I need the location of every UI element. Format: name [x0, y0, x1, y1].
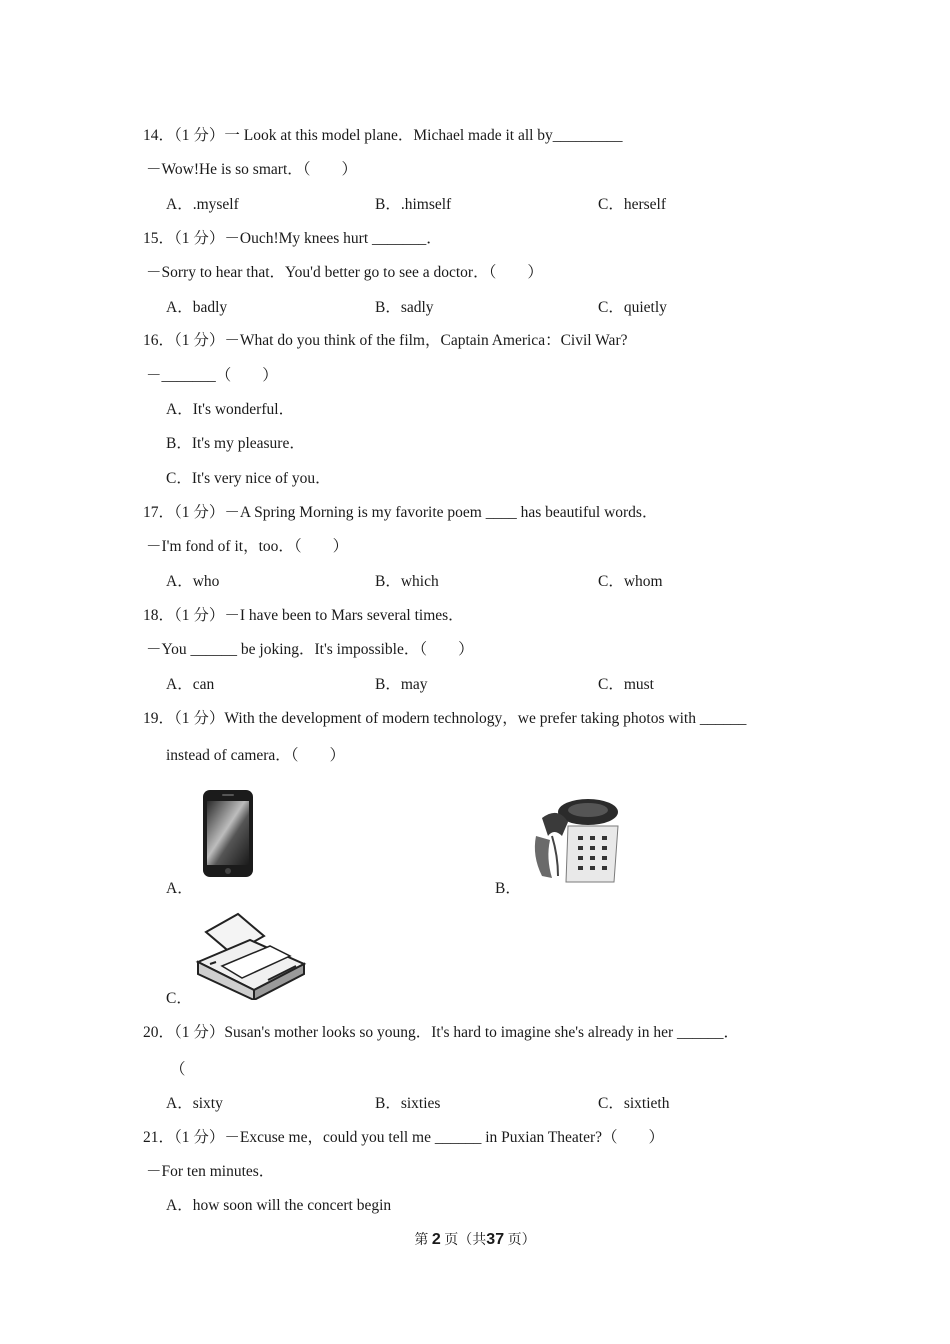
option-c[interactable]: C．whom	[598, 573, 663, 590]
question-14-reply: －Wow!He is so smart．（ ）	[146, 161, 357, 178]
footer-middle: 页（共	[444, 1233, 487, 1248]
telephone-image	[528, 796, 624, 884]
footer-prefix: 第	[414, 1233, 429, 1248]
question-19-stem: 19．（1 分）With the development of modern technology，we prefer taking photos with ______	[143, 710, 747, 727]
question-17-stem: 17．（1 分）－A Spring Morning is my favorite poem ____ has beautiful words．	[143, 504, 658, 521]
printer-image	[192, 910, 312, 1000]
option-b[interactable]: B．	[495, 880, 521, 897]
question-16-reply: －_______（ ）	[146, 367, 278, 384]
question-19-continuation: instead of camera．（ ）	[166, 747, 346, 764]
question-21-reply: －For ten minutes．	[146, 1163, 275, 1180]
current-page-number: 2	[431, 1231, 441, 1248]
option-b[interactable]: B．.himself	[375, 196, 452, 213]
question-20-stem: 20．（1 分）Susan's mother looks so young．It's hard to imagine she's already in her ______．	[143, 1024, 740, 1041]
option-c[interactable]: C．sixtieth	[598, 1095, 670, 1112]
option-a[interactable]: A．sixty	[166, 1095, 223, 1112]
footer-suffix: 页）	[507, 1233, 536, 1248]
total-page-count: 37	[486, 1231, 505, 1248]
question-14-stem: 14．（1 分）一 Look at this model plane．Michael made it all by_________	[143, 127, 623, 144]
option-b[interactable]: B．which	[375, 573, 439, 590]
option-a[interactable]: A．how soon will the concert begin	[166, 1197, 392, 1214]
option-a[interactable]: A．It's wonderful．	[166, 401, 295, 418]
question-17-reply: －I'm fond of it，too．（ ）	[146, 538, 349, 555]
option-b[interactable]: B．sadly	[375, 299, 434, 316]
question-21-stem: 21．（1 分）－Excuse me，could you tell me ______ in Puxian Theater?（ ）	[143, 1129, 665, 1146]
smartphone-image	[200, 788, 258, 880]
option-c[interactable]: C．must	[598, 676, 654, 693]
question-16-stem: 16．（1 分）－What do you think of the film，Captain America：Civil War?	[143, 332, 628, 349]
question-20-continuation: （	[170, 1061, 186, 1078]
question-15-stem: 15．（1 分）－Ouch!My knees hurt _______．	[143, 230, 442, 247]
option-a[interactable]: A．badly	[166, 299, 228, 316]
question-15-reply: －Sorry to hear that．You'd better go to see a doctor．（ ）	[146, 264, 543, 281]
question-18-reply: －You ______ be joking．It's impossible．（ ）	[146, 641, 474, 658]
option-a[interactable]: A．who	[166, 573, 220, 590]
option-b[interactable]: B．may	[375, 676, 428, 693]
option-b[interactable]: B．sixties	[375, 1095, 441, 1112]
option-c[interactable]: C．quietly	[598, 299, 667, 316]
page-footer	[0, 1230, 950, 1251]
option-c[interactable]: C．It's very nice of you．	[166, 470, 331, 487]
question-18-stem: 18．（1 分）－I have been to Mars several times．	[143, 607, 464, 624]
option-c[interactable]: C．	[166, 990, 192, 1007]
option-a[interactable]: A．	[166, 880, 193, 897]
option-a[interactable]: A．can	[166, 676, 215, 693]
option-b[interactable]: B．It's my pleasure．	[166, 435, 305, 452]
option-a[interactable]: A．.myself	[166, 196, 239, 213]
option-c[interactable]: C．herself	[598, 196, 667, 213]
